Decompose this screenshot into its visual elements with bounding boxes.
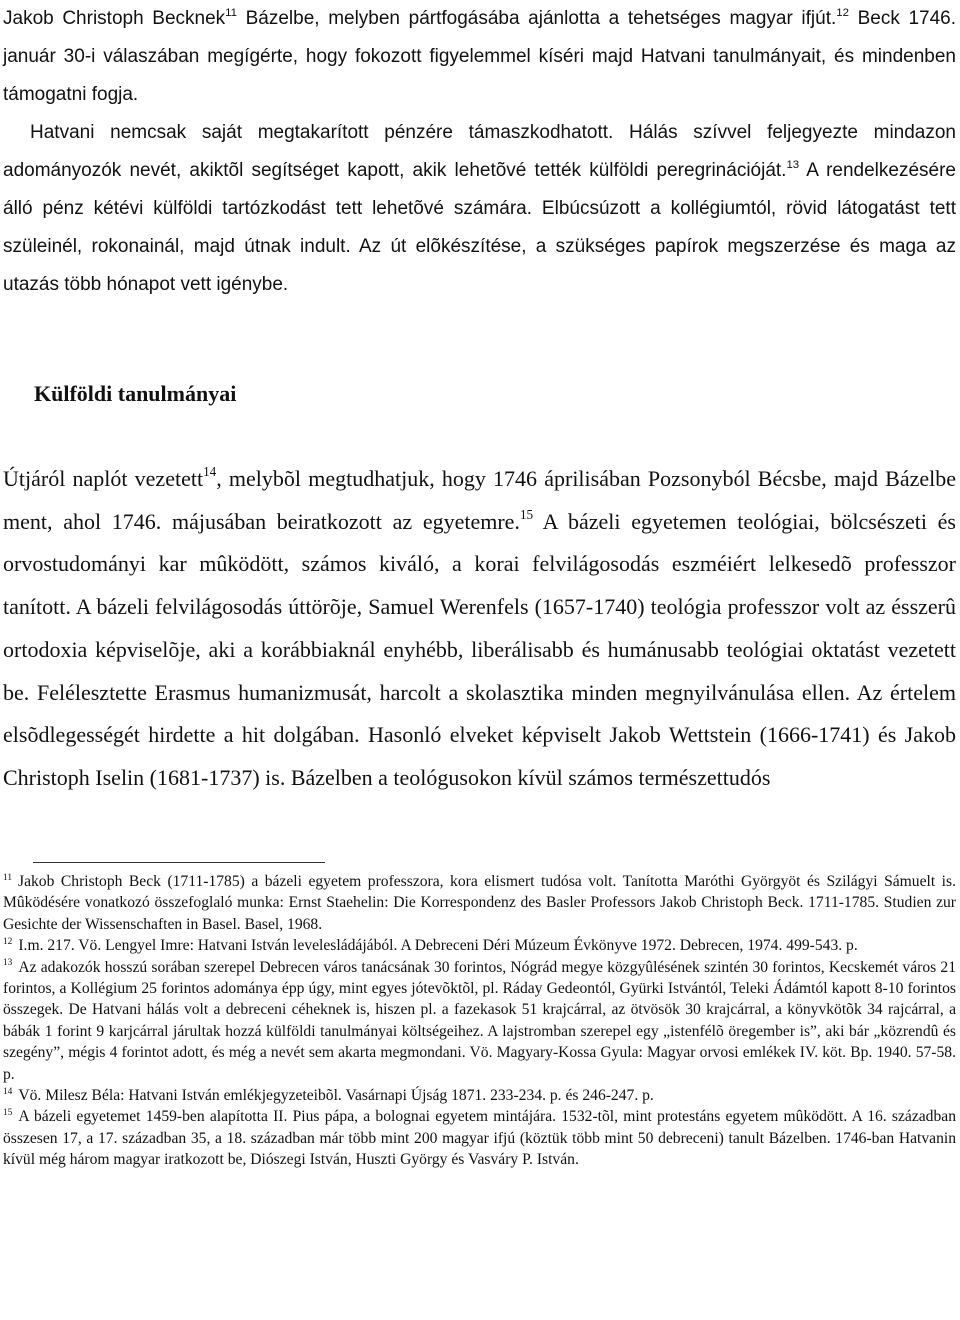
footnote-text: Jakob Christoph Beck (1711-1785) a bázeli egyetem professzora, kora elismert tudósa volt. Tanította Maróthi Györgyöt és Szilágyi Sámuelt is. Mûködésére vonatkozó összefoglaló munka: Ernst Staehelin: Die Korrespondenz des Basler Professors Jakob Christoph Beck. 1711-1785. Studien zur Gesichte der Wissenschaften in Basel. Basel, 1968. [3,873,956,933]
footnote-number: 14 [3,1086,13,1097]
section-heading: Külföldi tanulmányai [34,381,237,406]
body-paragraph-2 [3,458,956,800]
footnote-14 [3,1085,956,1106]
paragraph-text: Hatvani nemcsak saját megtakarított pénzére támaszkodhatott. Hálás szívvel feljegyezte mindazon adományozók nevét, akiktõl segítséget kapott, akik lehetõvé tették külföldi peregrinációját. [3,122,956,181]
footnote-13 [3,957,956,1085]
footnote-ref-14[interactable]: 14 [203,464,217,480]
footnote-15 [3,1106,956,1170]
footnote-text: Az adakozók hosszú sorában szerepel Debrecen város tanácsának 30 forintos, Nógrád megye közgyûlésének szintén 30 forintos, Kecskemét város 21 forintos, a Kollégium 25 forintos adománya épp úgy, mint egyes jótevõktõl, pl. Ráday Gedeontól, Gyürki Istvántól, Teleki Ádámtól kapott 8-10 forintos összegek. De Hatvani hálás volt a debreceni céheknek is, hiszen pl. a fazekasok 51 krajcárral, az ötvösök 30 krajcárral, a könyvkötõk 34 rajcárral, a bábák 1 forint 9 karjcárral járultak hozzá külföldi tanulmányai költségeihez. A lajstromban szerepel egy „istenfélõ öregember is”, aki bár „közrendû és szegény”, mégis 4 forintot adott, és még a nevét sem akarta megmondani. Vö. Magyary-Kossa Gyula: Magyar orvosi emlékek IV. köt. Bp. 1940. 57-58. p. [3,958,956,1083]
footnote-12 [3,935,956,956]
footnote-number: 13 [3,958,13,969]
footnotes-section [3,871,956,1171]
footnote-separator [33,862,325,863]
paragraph-text: , melybõl megtudhatjuk, hogy 1746 áprilisában Pozsonyból Bécsbe, majd Bázelbe ment, ahol 1746. májusában beiratkozott az egyetemre. [3,466,956,534]
footnote-number: 15 [3,1108,13,1119]
body-paragraph-1 [3,0,956,304]
paragraph-text: Útjáról naplót vezetett [3,466,204,491]
footnote-ref-13[interactable]: 13 [786,158,800,171]
footnote-text: Vö. Milesz Béla: Hatvani István emlékjegyzeteibõl. Vasárnapi Újság 1871. 233-234. p. és 246-247. p. [18,1087,654,1105]
footnote-ref-12[interactable]: 12 [836,6,849,19]
footnote-number: 11 [3,872,13,883]
paragraph-text: Beck 1746. január 30-i válaszában megígérte, hogy fokozott figyelemmel kíséri majd Hatvani tanulmányait, és mindenben támogatni fogja. [3,8,957,105]
footnote-text: I.m. 217. Vö. Lengyel Imre: Hatvani István levelesládájából. A Debreceni Déri Múzeum Évkönyve 1972. Debrecen, 1974. 499-543. p. [18,937,858,955]
paragraph-text: A bázeli egyetemen teológiai, bölcsészeti és orvostudományi kar mûködött, számos kiváló, a korai felvilágosodás eszméiért lelkesedõ professzor tanított. A bázeli felvilágosodás úttörõje, Samuel Werenfels (1657-1740) teológia professzor volt az ésszerû ortodoxia képviselõje, aki a korábbiaknál enyhébb, liberálisabb és humánusabb teológiai oktatást vezetett be. Felélesztette Erasmus humanizmusát, harcolt a skolasztika minden megnyilvánulása ellen. Az értelem elsõdlegességét hirdette a hit dolgában. Hasonló elveket képviselt Jakob Wettstein (1666-1741) és Jakob Christoph Iselin (1681-1737) is. Bázelben a teológusokon kívül számos természettudós [3,508,956,790]
paragraph-text: Jakob Christoph Becknek [3,8,226,29]
paragraph-text: Bázelbe, melyben pártfogásába ajánlotta a tehetséges magyar ifjút. [236,8,837,29]
footnote-11 [3,871,956,935]
paragraph-text: A rendelkezésére álló pénz kétévi külföldi tartózkodást tett lehetõvé számára. Elbúcsúzott a kollégiumtól, rövid látogatást tett szüleinél, rokonainál, majd útnak indult. Az út elõkészítése, a szükséges papírok megszerzése és maga az utazás több hónapot vett igénybe. [3,160,957,295]
footnote-number: 12 [3,937,13,948]
footnote-text: A bázeli egyetemet 1459-ben alapította II. Pius pápa, a bolognai egyetem mintájára. 1532-tõl, mint protestáns egyetem mûködött. A 16. században összesen 17, a 17. században 35, a 18. században már több mint 200 magyar ifjú (köztük több mint 50 debreceni) tanult Bázelben. 1746-ban Hatvanin kívül még három magyar iratkozott be, Diószegi István, Huszti György és Vasváry P. István. [3,1108,956,1169]
footnote-ref-15[interactable]: 15 [519,507,534,523]
footnote-ref-11[interactable]: 11 [225,6,237,19]
